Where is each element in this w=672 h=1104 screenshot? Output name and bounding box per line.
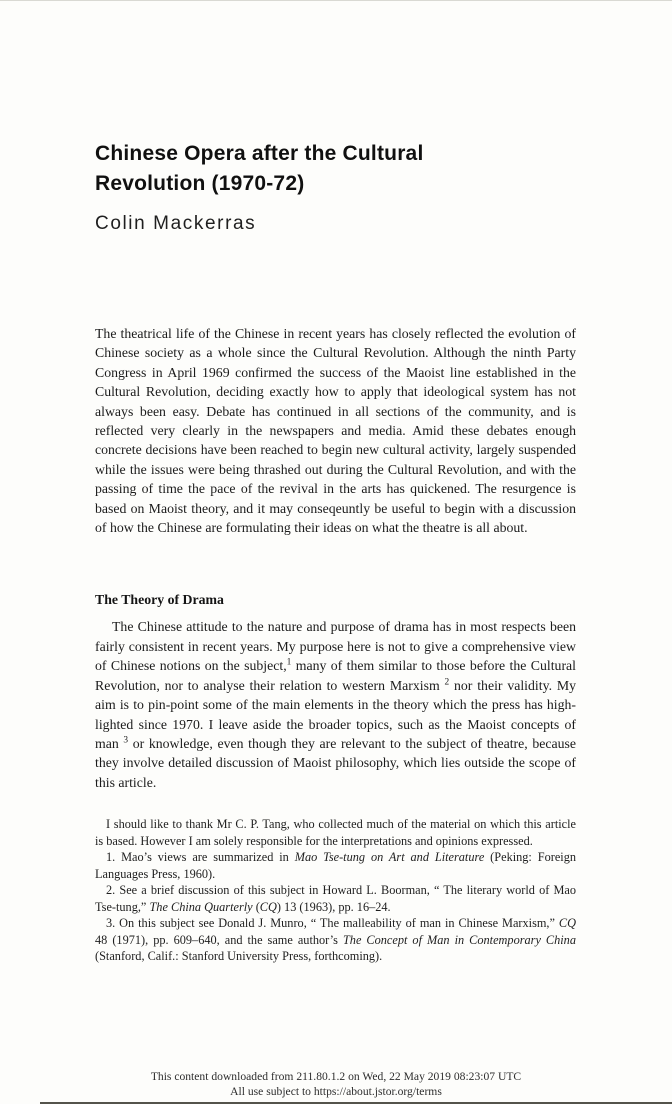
footnote-1: 1. Mao’s views are summarized in Mao Tse-tung on Art and Literature (Peking: Foreign Languages Press, 1960). <box>95 850 576 881</box>
footnote-acknowledgement: I should like to thank Mr C. P. Tang, who collected much of the material on which this article is based. However I am solely responsible for the interpretations and opinions expressed. <box>95 817 576 848</box>
jstor-footer <box>0 1070 672 1099</box>
title-line-1: Chinese Opera after the Cultural <box>95 142 424 165</box>
article-title <box>95 139 576 199</box>
footer-download-line: This content downloaded from 211.80.1.2 on Wed, 22 May 2019 08:23:07 UTC <box>150 1070 522 1083</box>
title-line-2: Revolution (1970-72) <box>95 172 305 195</box>
article <box>95 139 576 965</box>
article-header <box>95 139 576 235</box>
article-author: Colin Mackerras <box>95 213 257 234</box>
intro-paragraph: The theatrical life of the Chinese in recent years has closely reflected the evolution of Chinese society as a whole since the Cultural Revolution. Although the ninth Party Congress in April 1969 confirmed the success of the Maoist line established in the Cultural Revolution, deciding exactly how to apply that ideological system has not always been easy. Debate has continued in all sections of the community, and is reflected very clearly in the newspapers and media. Amid these debates enough concrete decisions have been reached to begin new cultural activity, largely suspended while the issues were being thrashed out during the Cultural Revolution, and with the passing of time the pace of the revival in the arts has quickened. The resurgence is based on Maoist theory, and it may conseqeuntly be useful to begin with a discussion of how the Chinese are formulating their ideas on what the theatre is all about. <box>95 326 576 536</box>
section-heading: The Theory of Drama <box>95 592 224 608</box>
scan-artifact-top-edge <box>0 0 672 1</box>
footnotes-block <box>95 816 576 965</box>
footnote-2: 2. See a brief discussion of this subject in Howard L. Boorman, “ The literary world of Mao Tse-tung,” The China Quarterly (CQ) 13 (1963), pp. 16–24. <box>95 883 576 914</box>
footnote-3: 3. On this subject see Donald J. Munro, “ The malleability of man in Chinese Marxism,” CQ 48 (1971), pp. 609–640, and the same author’s The Concept of Man in Contemporary China (Stanford, Calif.: Stanford University Press, forthcoming). <box>95 916 576 964</box>
footer-terms-line: All use subject to https://about.jstor.org/terms <box>230 1084 442 1098</box>
section-paragraph: The Chinese attitude to the nature and purpose of drama has in most respects been fairly consistent in recent years. My purpose here is not to give a comprehensive view of Chinese notions on the subject,$^1$ many of them similar to those before the Cultural Revolution, nor to analyse their relation to western Marxism $^2$ nor their validity. My aim is to pin-point some of the main elements in the theory which the press has high-lighted since 1970. I leave aside the broader topics, such as the Maoist concepts of man $^3$ or knowledge, even though they are relevant to the subject of theatre, because they involve detailed discussion of Maoist philosophy, which lies outside the scope of this article. <box>95 619 577 790</box>
